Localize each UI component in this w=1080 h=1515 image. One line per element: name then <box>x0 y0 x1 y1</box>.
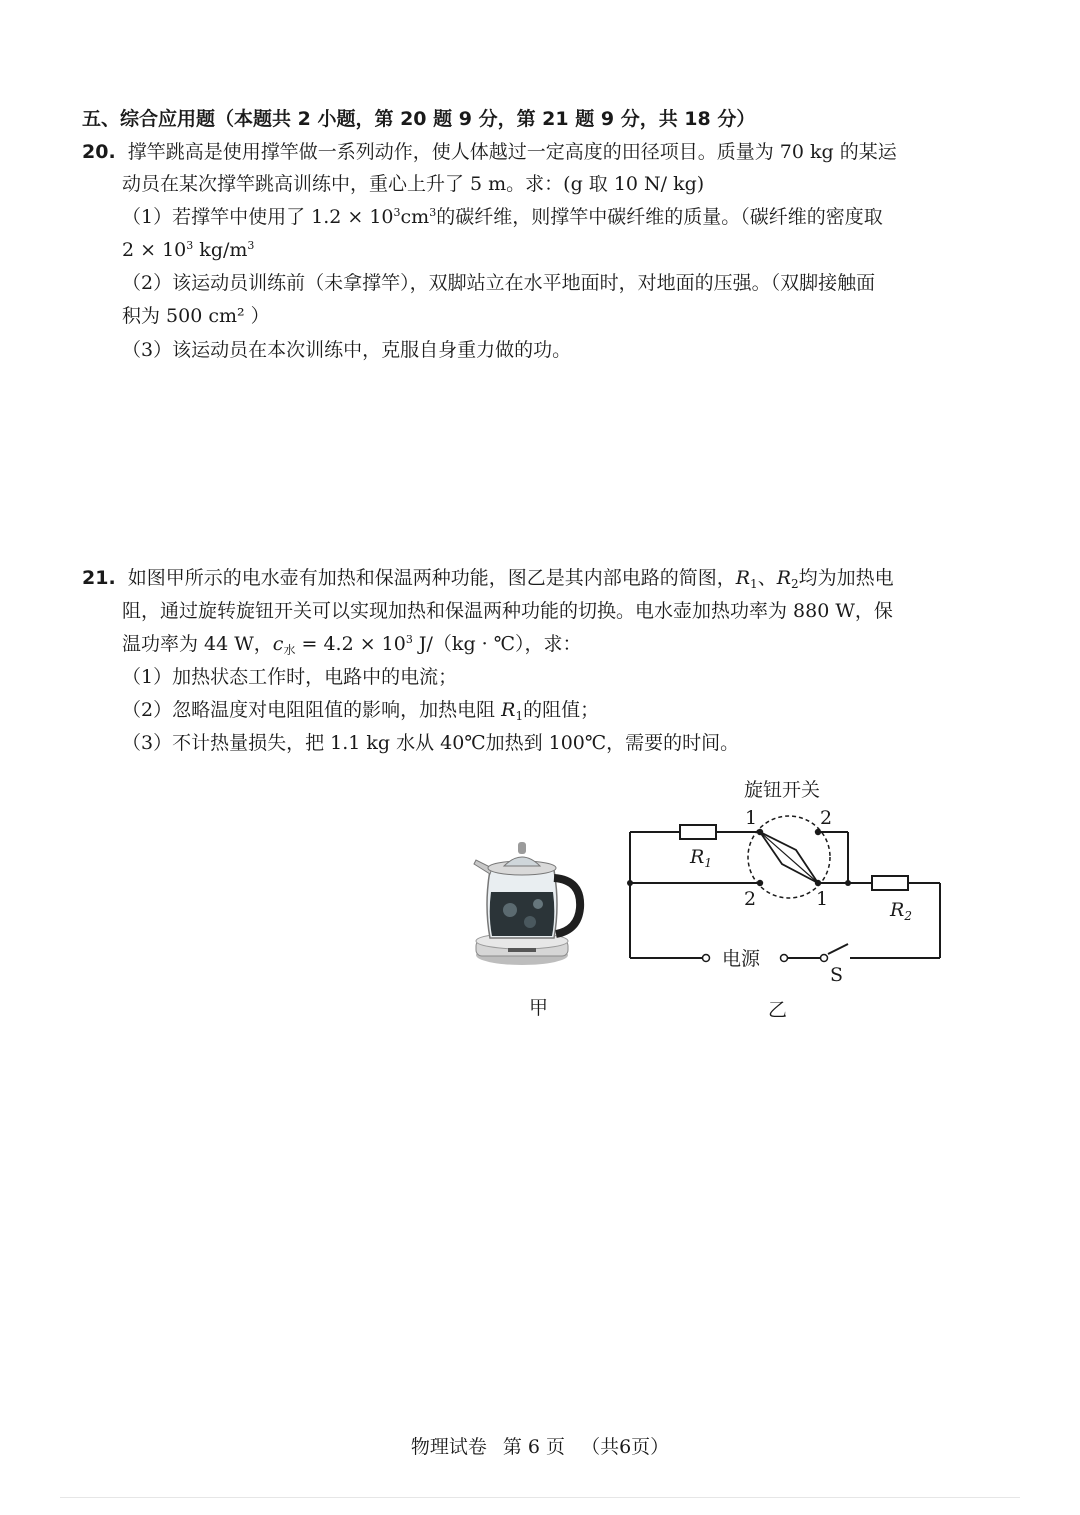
q20-stem-line2: 动员在某次撑竿跳高训练中，重心上升了 5 m。求：(g 取 10 N/ kg) <box>122 173 705 195</box>
kettle-image <box>460 830 600 980</box>
q21-part1: （1）加热状态工作时，电路中的电流； <box>122 666 458 688</box>
q20-part1-line2: $2 \times 10^3$ $kg/m^3$ <box>122 239 255 261</box>
contact-1-bottom: 1 <box>816 888 829 910</box>
q21-stem-line3: 温功率为 44 W，$c_水 = 4.2 \times 10^3$ J/（kg · ℃），求： <box>122 633 582 657</box>
q20-stem-text1: 撑竿跳高是使用撑竿做一系列动作，使人体越过一定高度的田径项目。质量为 70 kg 的某运 <box>127 141 897 163</box>
section-heading: 五、综合应用题（本题共 2 小题，第 20 题 9 分，第 21 题 9 分，共 18 分） <box>82 108 756 130</box>
bottom-divider <box>60 1497 1020 1498</box>
page-footer <box>0 1432 1080 1459</box>
q21-number: 21. <box>82 567 116 589</box>
footer-total-pages: （共6页） <box>581 1436 670 1458</box>
q21-part2: （2）忽略温度对电阻阻值的影响，加热电阻 $R_1$的阻值； <box>122 699 600 723</box>
circuit-diagram <box>620 800 950 975</box>
q21-part3: （3）不计热量损失，把 1.1 kg 水从 40℃加热到 100℃，需要的时间。 <box>122 732 740 754</box>
kettle-caption: 甲 <box>529 997 549 1019</box>
q20-part1-line1: （1）若撑竿中使用了 $1.2 \times 10^3cm^3$的碳纤维，则撑竿中碳纤维的质量。（碳纤维的密度取 <box>122 206 883 228</box>
q21-stem-line2: 阻，通过旋转旋钮开关可以实现加热和保温两种功能的切换。电水壶加热功率为 880 W，保 <box>122 600 893 622</box>
power-source-label: 电源 <box>722 948 761 970</box>
switch-s-label: S <box>830 964 844 986</box>
q20-part2-line1: （2）该运动员训练前（未拿撑竿），双脚站立在水平地面时，对地面的压强。（双脚接触面 <box>122 272 876 294</box>
footer-page-number: 第 6 页 <box>502 1436 566 1458</box>
circuit-caption: 乙 <box>768 999 788 1021</box>
q20-stem-line1 <box>82 139 897 165</box>
circuit-r2-label: $R_2$ <box>890 899 912 923</box>
contact-2-top: 2 <box>820 807 833 829</box>
q20-number: 20. <box>82 141 116 163</box>
circuit-r1-label: $R_1$ <box>690 846 712 870</box>
q20-part2-line2: 积为 500 cm² ） <box>122 305 270 327</box>
q20-part3: （3）该运动员在本次训练中，克服自身重力做的功。 <box>122 339 572 361</box>
knob-switch-label: 旋钮开关 <box>744 779 821 801</box>
footer-subject: 物理试卷 <box>410 1436 487 1458</box>
q21-stem-line1: 21. 如图甲所示的电水壶有加热和保温两种功能，图乙是其内部电路的简图，$R_1$、$R_2$均为加热电 <box>82 567 894 591</box>
contact-2-bottom: 2 <box>744 888 757 910</box>
contact-1-top: 1 <box>745 807 758 829</box>
